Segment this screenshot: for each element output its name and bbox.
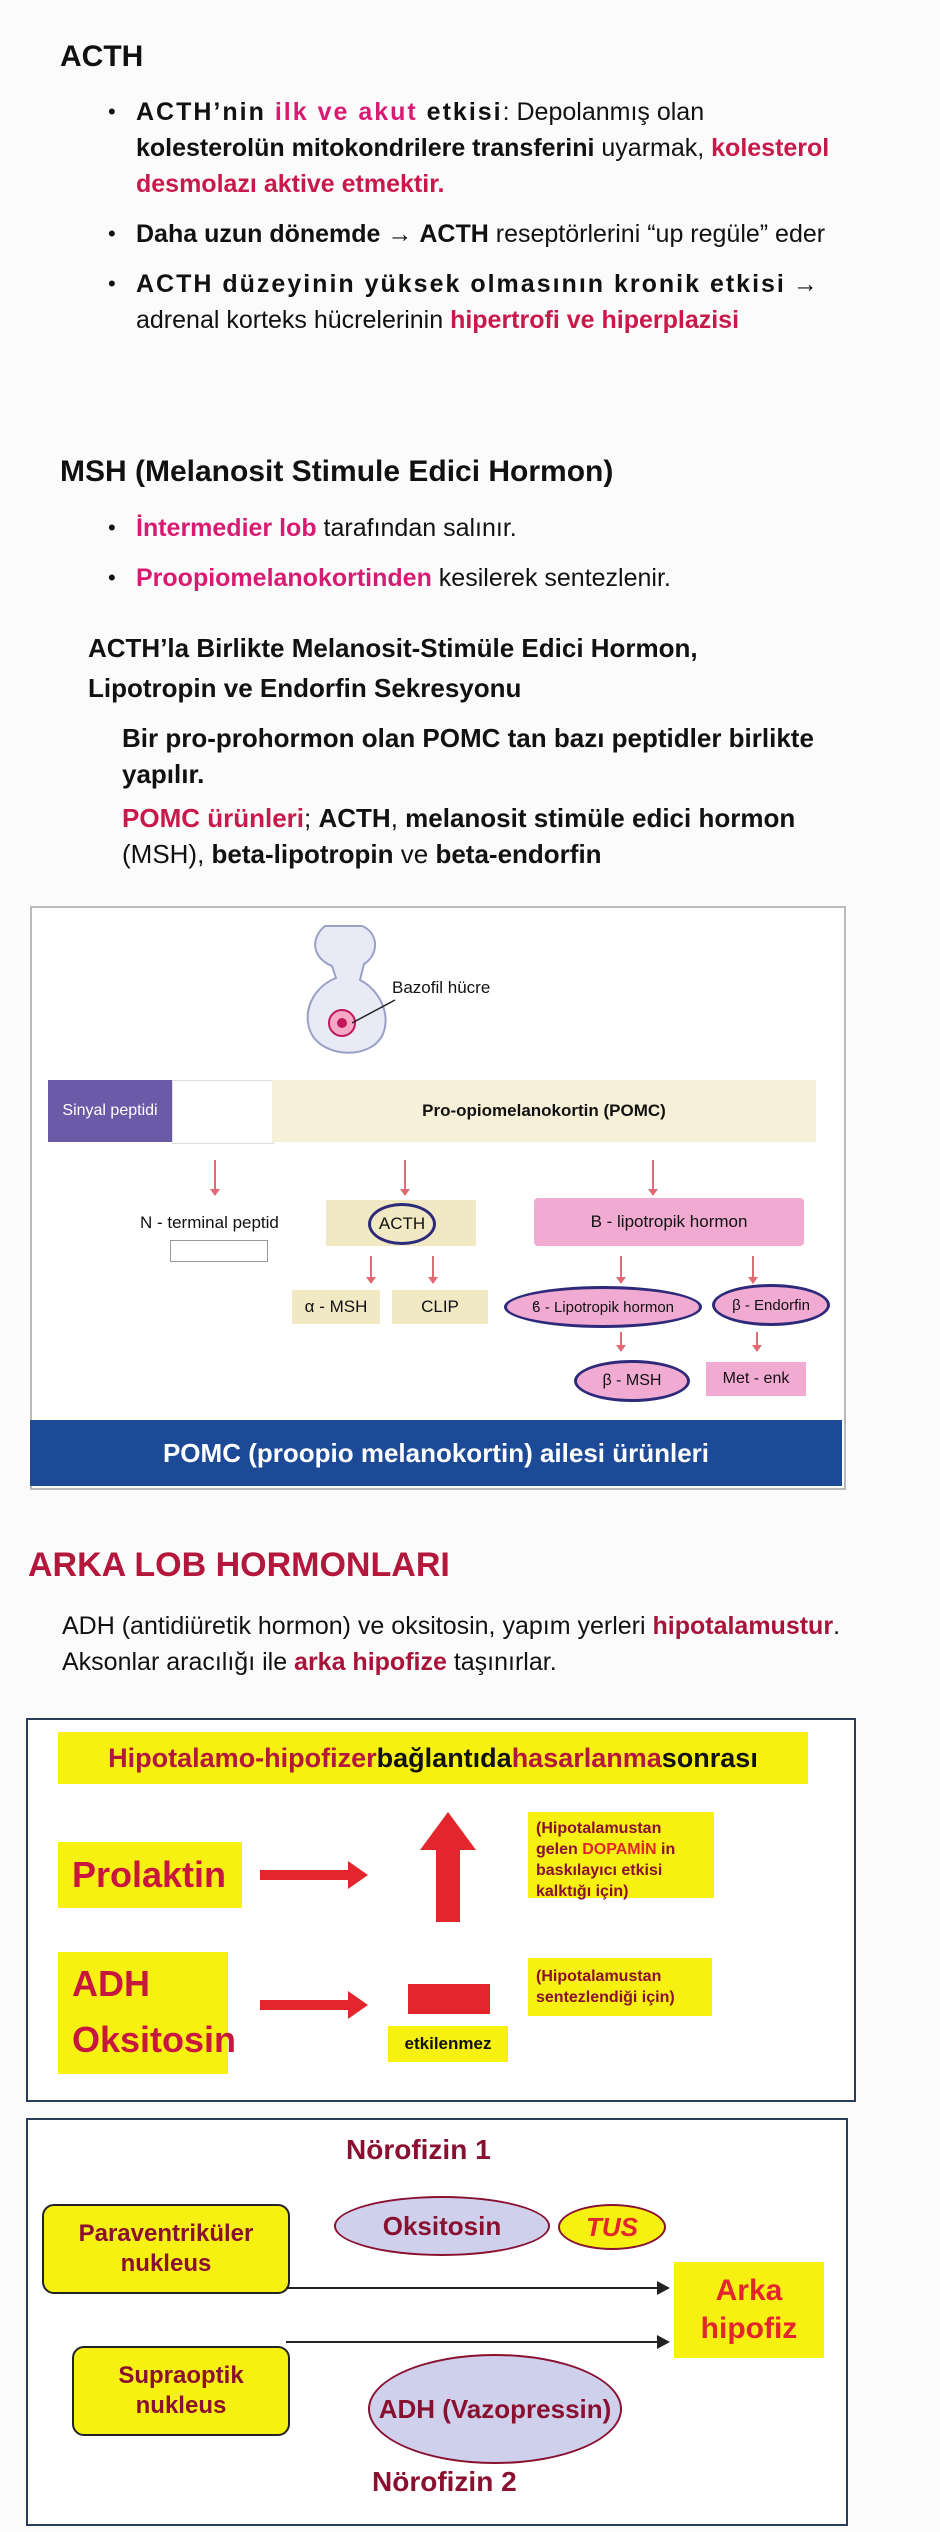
paraventricular-nucleus: Paraventriküler nukleus <box>42 2204 290 2294</box>
arka-lob-title: ARKA LOB HORMONLARI <box>28 1546 450 1584</box>
arrow <box>432 1256 434 1278</box>
up-arrow-icon <box>418 1812 478 1924</box>
gamma-lipotropic-ellipse: ϐ - Lipotropik hormon <box>504 1286 702 1328</box>
adh-ellipse: ADH (Vazopressin) <box>368 2354 622 2464</box>
tus-badge: TUS <box>558 2204 666 2250</box>
arrow <box>752 1256 754 1278</box>
adh-oxytocin-label: ADH Oksitosin <box>58 1952 228 2074</box>
msh-bullets <box>100 510 850 610</box>
signal-gap <box>172 1080 274 1144</box>
prolaktin-label: Prolaktin <box>58 1842 242 1908</box>
pomc-paragraph: Bir pro-prohormon olan POMC tan bazı peptidler birlikte yapılır. <box>122 723 814 789</box>
right-arrow-icon <box>260 2000 350 2010</box>
equal-bar-icon <box>408 1984 490 2014</box>
signal-peptide: Sinyal peptidi <box>48 1080 172 1142</box>
figure-caption: POMC (proopio melanokortin) ailesi ürünleri <box>30 1420 842 1486</box>
list-item: • ACTH’nin ilk ve akut etkisi: Depolanmış olan kolesterolün mitokondrilere transferini uyarmak, kolesterol desmolazı aktive etmektir. <box>100 94 850 202</box>
arka-lob-paragraph: ADH (antidiüretik hormon) ve oksitosin, yapım yerleri hipotalamustur. Aksonlar aracılığı ile arka hipofize taşınırlar. <box>62 1612 841 1676</box>
arrow <box>652 1160 654 1190</box>
right-arrow-icon <box>260 1870 350 1880</box>
dopamine-note: (Hipotalamustan gelen DOPAMİN in baskılayıcı etkisi kalktığı için) <box>528 1812 714 1898</box>
cell-label: Bazofil hücre <box>392 978 491 997</box>
arrow <box>370 1256 372 1278</box>
list-item: • Proopiomelanokortinden kesilerek sentezlenir. <box>100 560 850 596</box>
damage-heading: Hipotalamo-hipofizer bağlantıda hasarlanma sonrası <box>58 1732 808 1784</box>
acth-ellipse: ACTH <box>368 1203 436 1245</box>
alpha-msh-box: α - MSH <box>292 1290 380 1324</box>
subsection-title: ACTH’la Birlikte Melanosit-Stimüle Edici Hormon, Lipotropin ve Endorfin Sekresyonu <box>88 633 698 703</box>
arrow <box>756 1332 758 1346</box>
met-enk-box: Met - enk <box>706 1362 806 1396</box>
b-lipotropic-box: B - lipotropik hormon <box>534 1198 804 1246</box>
arrow <box>620 1256 622 1278</box>
arrow <box>620 1332 622 1346</box>
oxytocin-ellipse: Oksitosin <box>334 2196 550 2256</box>
supraoptic-nucleus: Supraoptik nukleus <box>72 2346 290 2436</box>
beta-msh-ellipse: β - MSH <box>574 1360 690 1402</box>
posterior-pituitary: Arka hipofiz <box>674 2262 824 2358</box>
clip-box: CLIP <box>392 1290 488 1324</box>
n-terminal-box <box>170 1240 268 1262</box>
etkilenmez-label: etkilenmez <box>388 2026 508 2062</box>
basophil-cell-icon <box>270 918 470 1078</box>
acth-title: ACTH <box>60 40 144 73</box>
pomc-products-paragraph: POMC ürünleri; ACTH, melanosit stimüle edici hormon (MSH), beta-lipotropin ve beta-endorfin <box>122 803 796 869</box>
acth-bullets <box>100 94 850 352</box>
pomc-bar: Pro-opiomelanokortin (POMC) <box>272 1080 816 1142</box>
norofizin-2: Nörofizin 2 <box>372 2466 517 2497</box>
list-item: • Daha uzun dönemde → ACTH reseptörlerini “up regüle” eder <box>100 216 850 252</box>
msh-title: MSH (Melanosit Stimule Edici Hormon) <box>60 455 614 488</box>
n-terminal-label: N - terminal peptid <box>140 1213 279 1232</box>
norofizin-1: Nörofizin 1 <box>346 2134 491 2165</box>
synthesis-note: (Hipotalamustan sentezlendiği için) <box>528 1958 712 2016</box>
arrow <box>404 1160 406 1190</box>
arrow <box>214 1160 216 1190</box>
connector-arrow <box>286 2341 658 2343</box>
list-item: • İntermedier lob tarafından salınır. <box>100 510 850 546</box>
connector-arrow <box>286 2287 658 2289</box>
beta-endorphin-ellipse: β - Endorfin <box>712 1284 830 1326</box>
list-item: • ACTH düzeyinin yüksek olmasının kronik etkisi → adrenal korteks hücrelerinin hipertrofi ve hiperplazisi <box>100 266 850 338</box>
